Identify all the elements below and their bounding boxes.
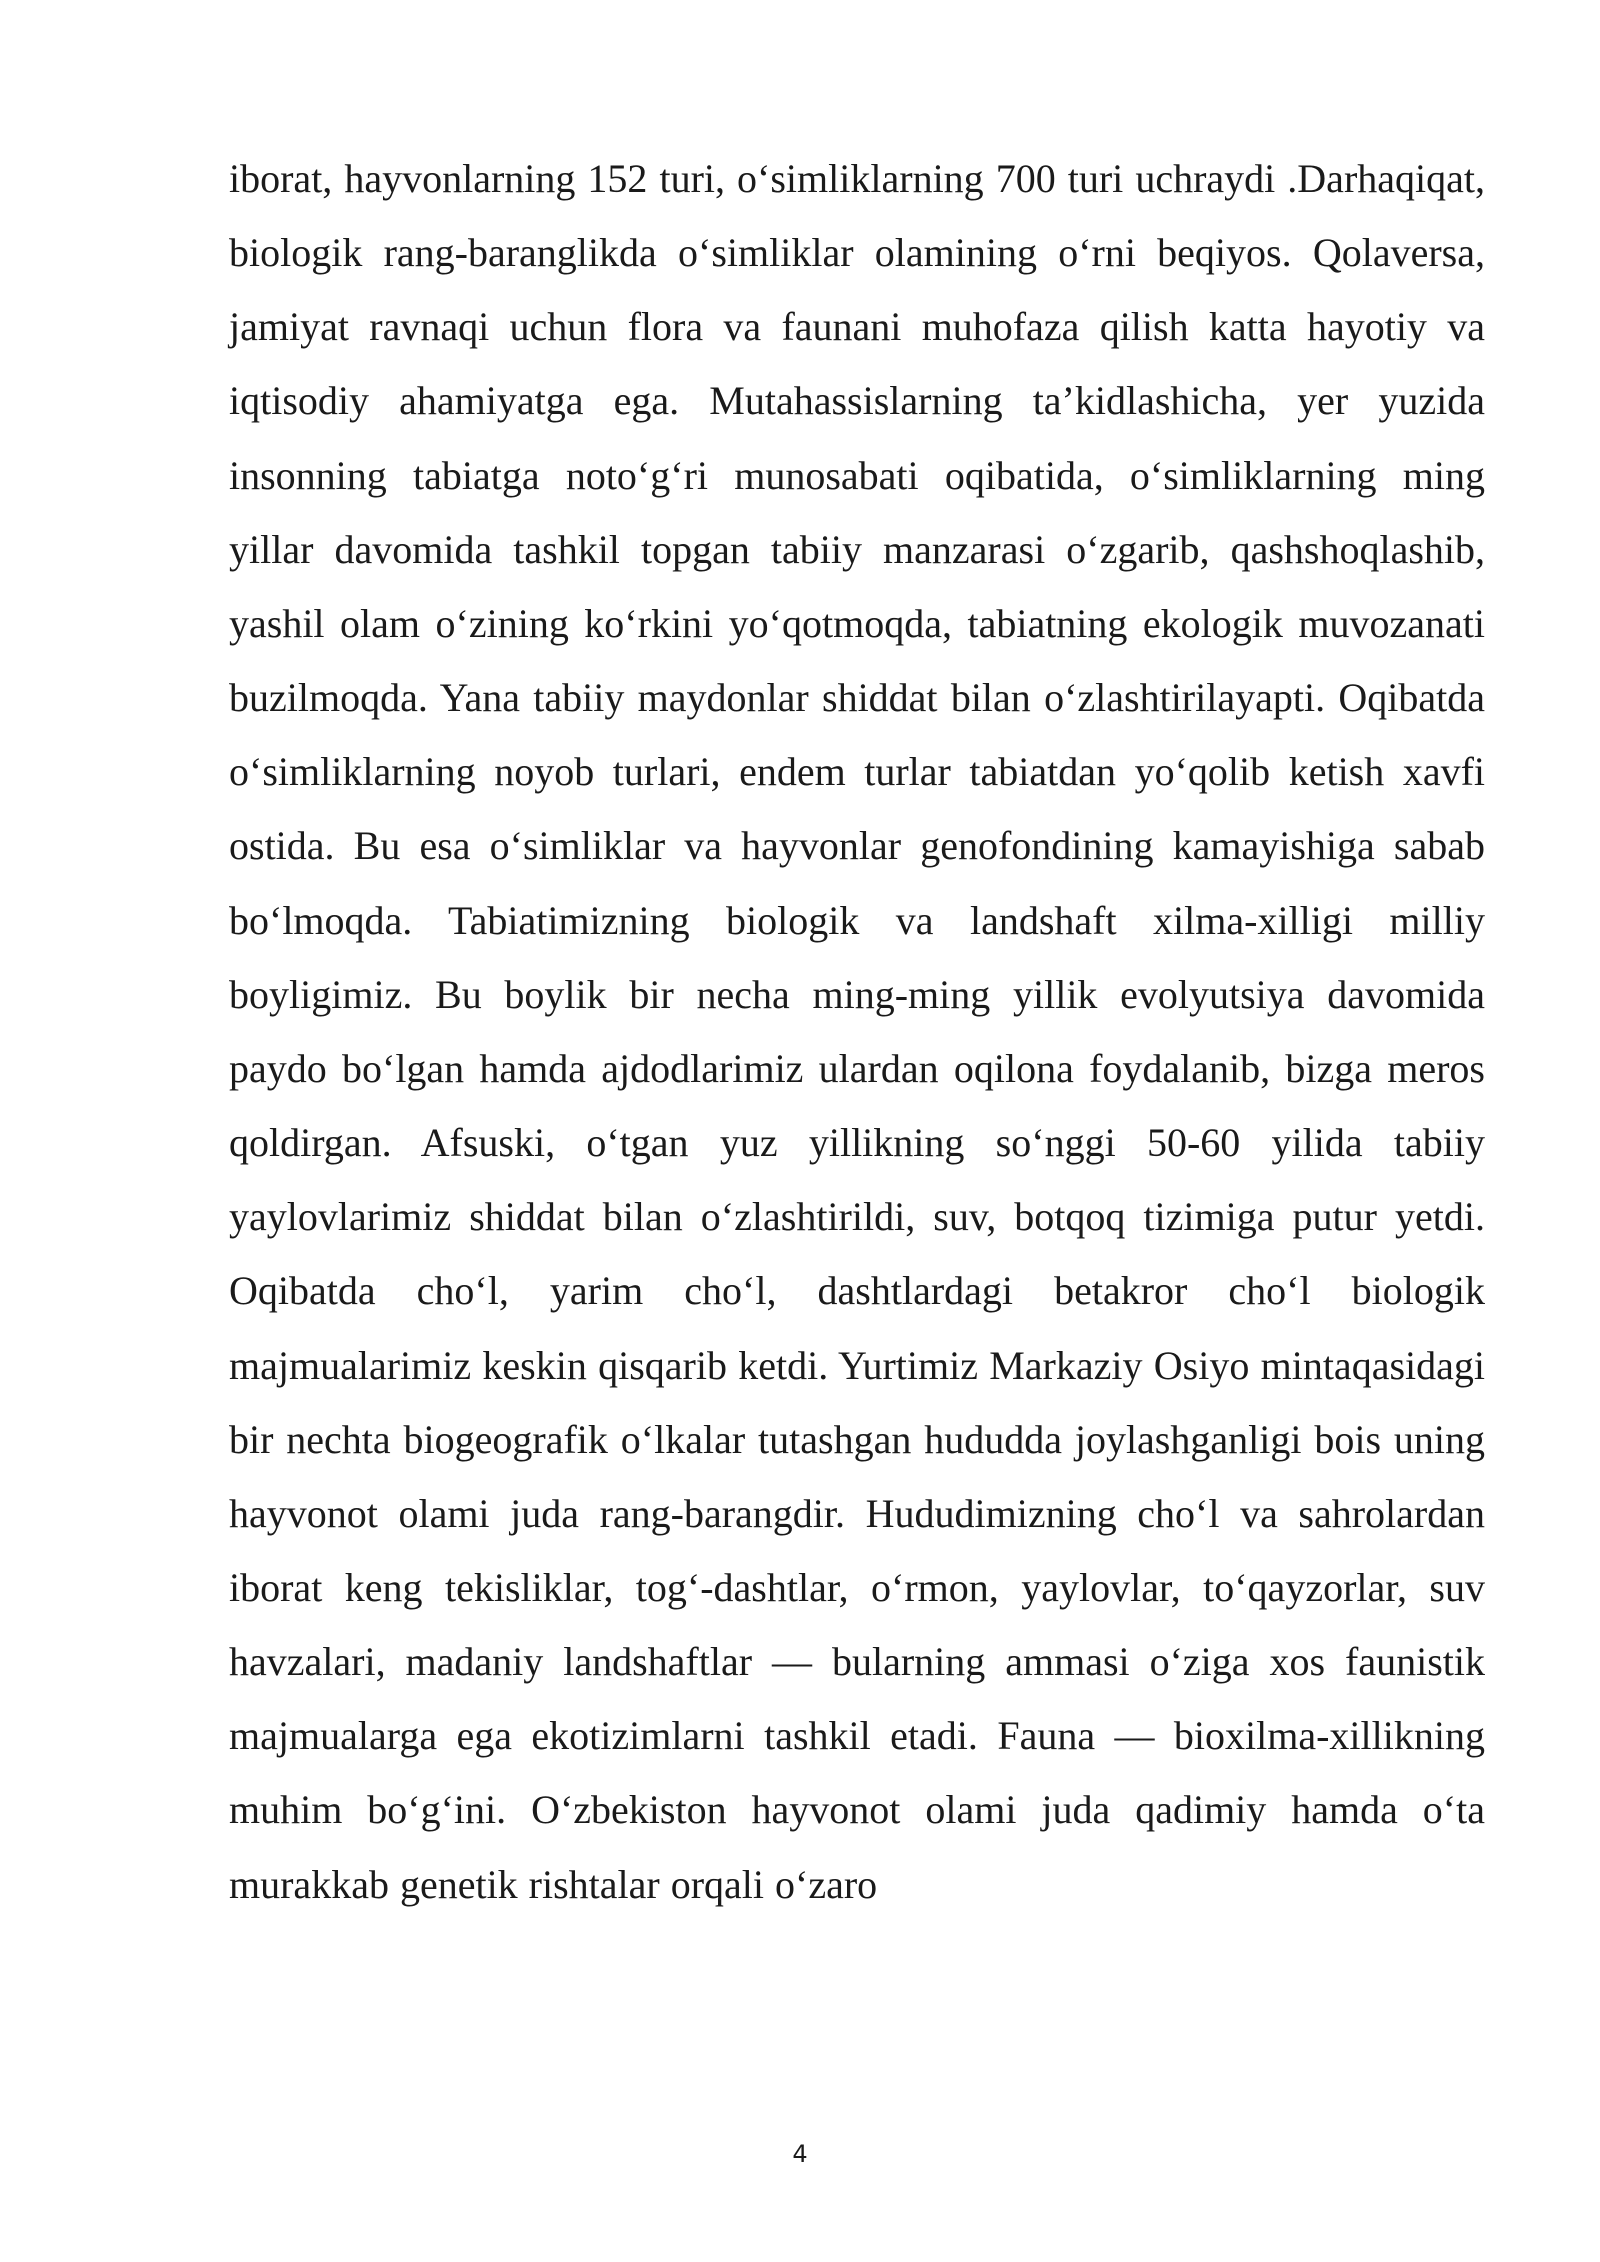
body-paragraph: iborat, hayvonlarning 152 turi, o‘simliklarning 700 turi uchraydi .Darhaqiqat, biologik rang-baranglikda o‘simliklar olamining o‘rni beqiyos. Qolaversa, jamiyat ravnaqi uchun flora va faunani muhofaza qilish katta hayotiy va iqtisodiy ahamiyatga ega. Mutahassislarning ta’kidlashicha, yer yuzida insonning tabiatga noto‘g‘ri munosabati oqibatida, o‘simliklarning ming yillar davomida tashkil topgan tabiiy manzarasi o‘zgarib, qashshoqlashib, yashil olam o‘zining ko‘rkini yo‘qotmoqda, tabiatning ekologik muvozanati buzilmoqda. Yana tabiiy maydonlar shiddat bilan o‘zlashtirilayapti. Oqibatda o‘simliklarning noyob turlari, endem turlar tabiatdan yo‘qolib ketish xavfi ostida. Bu esa o‘simliklar va hayvonlar genofondining kamayishiga sabab bo‘lmoqda. Tabiatimizning biologik va landshaft xilma-xilligi milliy boyligimiz. Bu boylik bir necha ming-ming yillik evolyutsiya davomida paydo bo‘lgan hamda ajdodlarimiz ulardan oqilona foydalanib, bizga meros qoldirgan. Afsuski, o‘tgan yuz yillikning so‘nggi 50-60 yilida tabiiy yaylovlarimiz shiddat bilan o‘zlashtirildi, suv, botqoq tizimiga putur yetdi. Oqibatda cho‘l, yarim cho‘l, dashtlardagi betakror cho‘l biologik majmualarimiz keskin qisqarib ketdi. Yurtimiz Markaziy Osiyo mintaqasidagi bir nechta biogeografik o‘lkalar tutashgan hududda joylashganligi bois uning hayvonot olami juda rang-barangdir. Hududimizning cho‘l va sahrolardan iborat keng tekisliklar, tog‘-dashtlar, o‘rmon, yaylovlar, to‘qayzorlar, suv havzalari, madaniy landshaftlar — bularning ammasi o‘ziga xos faunistik majmualarga ega ekotizimlarni tashkil etadi. Fauna — bioxilma-xillikning muhim bo‘g‘ini. O‘zbekiston hayvonot olami juda qadimiy hamda o‘ta murakkab genetik rishtalar orqali o‘zaro [229, 156, 1485, 1907]
page-number: 4 [792, 2140, 808, 2168]
